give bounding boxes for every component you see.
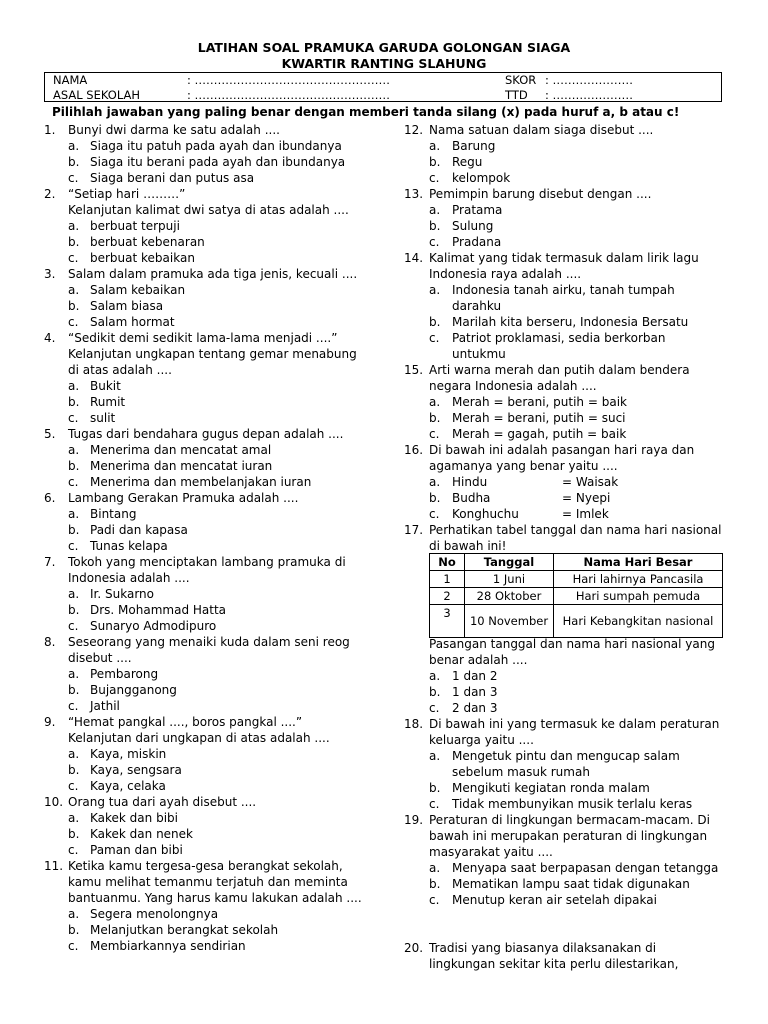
option-text: Marilah kita berseru, Indonesia Bersatu [452, 315, 689, 329]
option-letter: b. [68, 395, 80, 409]
option-text: Hindu [452, 475, 488, 489]
option-letter: a. [429, 395, 441, 409]
option-letter: c. [429, 235, 440, 249]
table-cell: 28 Oktober [465, 588, 554, 605]
option-letter: a. [429, 475, 441, 489]
option-text: sebelum masuk rumah [452, 765, 590, 779]
option-letter: a. [429, 749, 441, 763]
question-text: keluarga yaitu .... [429, 733, 534, 747]
question-number: 4. [44, 331, 56, 345]
option-letter: c. [429, 171, 440, 185]
option-letter: c. [68, 411, 79, 425]
option-letter: b. [429, 155, 441, 169]
table-row [430, 571, 723, 588]
question-number: 6. [44, 491, 56, 505]
question-number: 16. [404, 443, 424, 457]
option-letter: b. [429, 491, 441, 505]
option-letter: a. [429, 283, 441, 297]
option-text: Kakek dan bibi [90, 811, 178, 825]
option-text: Menutup keran air setelah dipakai [452, 893, 657, 907]
option-text: Padi dan kapasa [90, 523, 188, 537]
question-text: Arti warna merah dan putih dalam bendera [429, 363, 690, 377]
option-text: Kaya, miskin [90, 747, 167, 761]
option-letter: b. [429, 411, 441, 425]
table-cell: Hari Kebangkitan nasional [554, 605, 723, 638]
table-row [430, 605, 723, 638]
option-text: Bukit [90, 379, 121, 393]
option-text: Kaya, celaka [90, 779, 166, 793]
question-text: Pemimpin barung disebut dengan .... [429, 187, 652, 201]
option-letter: b. [68, 155, 80, 169]
option-letter: c. [429, 701, 440, 715]
option-letter: c. [429, 507, 440, 521]
option-text: Barung [452, 139, 496, 153]
question-text: Bunyi dwi darma ke satu adalah .... [68, 123, 280, 137]
question-number: 5. [44, 427, 56, 441]
option-letter: b. [429, 219, 441, 233]
option-letter: a. [68, 219, 80, 233]
option-text: Bujangganong [90, 683, 177, 697]
question-number: 7. [44, 555, 56, 569]
option-letter: a. [68, 587, 80, 601]
question-text: Kelanjutan kalimat dwi satya di atas adalah .... [68, 203, 349, 217]
question-text: agamanya yang benar yaitu .... [429, 459, 618, 473]
option-text: Kakek dan nenek [90, 827, 193, 841]
option-letter: b. [68, 523, 80, 537]
option-letter: a. [68, 507, 80, 521]
option-text: Konghuchu [452, 507, 519, 521]
question-text: Lambang Gerakan Pramuka adalah .... [68, 491, 299, 505]
question-text: Di bawah ini yang termasuk ke dalam peraturan [429, 717, 720, 731]
question-text: Seseorang yang menaiki kuda dalam seni reog [68, 635, 350, 649]
option-text: Sulung [452, 219, 494, 233]
question-number: 1. [44, 123, 56, 137]
question-number: 19. [404, 813, 424, 827]
option-letter: b. [68, 683, 80, 697]
question-number: 2. [44, 187, 56, 201]
table-row [430, 588, 723, 605]
skor-field[interactable]: : ………………… [545, 73, 634, 87]
option-letter: c. [68, 251, 79, 265]
option-text: sulit [90, 411, 116, 425]
option-text: Membiarkannya sendirian [90, 939, 246, 953]
option-text: 2 dan 3 [452, 701, 498, 715]
option-letter: c. [429, 893, 440, 907]
option-letter: c. [68, 315, 79, 329]
question-text: Di bawah ini adalah pasangan hari raya dan [429, 443, 695, 457]
option-letter: c. [429, 797, 440, 811]
question-text: disebut .... [68, 651, 132, 665]
question-text: Salam dalam pramuka ada tiga jenis, kecuali .... [68, 267, 358, 281]
option-text: Menerima dan membelanjakan iuran [90, 475, 312, 489]
table-cell: 3 [430, 605, 465, 638]
page-title: LATIHAN SOAL PRAMUKA GARUDA GOLONGAN SIAGA [197, 40, 571, 55]
asal-sekolah-label: ASAL SEKOLAH [53, 88, 141, 102]
option-letter: b. [429, 877, 441, 891]
table-header-no: No [430, 554, 465, 571]
option-text: kelompok [452, 171, 511, 185]
question-number: 14. [404, 251, 424, 265]
option-text: Budha [452, 491, 491, 505]
ttd-field[interactable]: : ………………… [545, 88, 634, 102]
option-letter: a. [429, 203, 441, 217]
question-text: Tradisi yang biasanya dilaksanakan di [429, 941, 657, 955]
question-number: 17. [404, 523, 424, 537]
question-text: Kelanjutan dari ungkapan di atas adalah .... [68, 731, 330, 745]
option-text: Pratama [452, 203, 503, 217]
option-letter: c. [68, 843, 79, 857]
question-number: 9. [44, 715, 56, 729]
question-text: Kalimat yang tidak termasuk dalam lirik lagu [429, 251, 699, 265]
option-text: berbuat terpuji [90, 219, 180, 233]
option-text: Menyapa saat berpapasan dengan tetangga [452, 861, 719, 875]
option-letter: a. [68, 907, 80, 921]
option-letter: c. [68, 171, 79, 185]
option-text: Mengikuti kegiatan ronda malam [452, 781, 650, 795]
table-header-tanggal: Tanggal [465, 554, 554, 571]
option-text: Patriot proklamasi, sedia berkorban [452, 331, 666, 345]
question-text: masyarakat yaitu .... [429, 845, 553, 859]
option-letter: a. [68, 379, 80, 393]
question-number: 18. [404, 717, 424, 731]
asal-sekolah-field[interactable]: : …………………………………………… [187, 88, 391, 102]
nama-label: NAMA [53, 73, 88, 87]
table-cell: 2 [430, 588, 465, 605]
question-text: Perhatikan tabel tanggal dan nama hari nasional [429, 523, 722, 537]
question-text: kamu melihat temanmu terjatuh dan meminta [68, 875, 348, 889]
option-letter: b. [68, 299, 80, 313]
option-letter: c. [68, 699, 79, 713]
option-text: Salam biasa [90, 299, 164, 313]
page-subtitle: KWARTIR RANTING SLAHUNG [281, 56, 487, 71]
nama-field[interactable]: : …………………………………………… [187, 73, 391, 87]
option-text: untukmu [452, 347, 506, 361]
table-cell: Hari lahirnya Pancasila [554, 571, 723, 588]
question-text: Tugas dari bendahara gugus depan adalah .... [68, 427, 344, 441]
option-letter: b. [68, 827, 80, 841]
option-text: Paman dan bibi [90, 843, 183, 857]
option-text: Pradana [452, 235, 502, 249]
option-letter: c. [68, 939, 79, 953]
question-number: 13. [404, 187, 424, 201]
question-text: Orang tua dari ayah disebut .... [68, 795, 257, 809]
ttd-label: TTD [505, 88, 528, 102]
option-letter: a. [68, 283, 80, 297]
option-text: Tidak membunyikan musik terlalu keras [452, 797, 693, 811]
option-letter: a. [429, 669, 441, 683]
option-text: Merah = gagah, putih = baik [452, 427, 627, 441]
option-text: Salam kebaikan [90, 283, 186, 297]
option-pair-text: = Imlek [562, 507, 609, 521]
option-text: Siaga itu berani pada ayah dan ibundanya [90, 155, 346, 169]
option-text: Menerima dan mencatat iuran [90, 459, 273, 473]
national-days-table [429, 553, 723, 638]
option-text: berbuat kebaikan [90, 251, 195, 265]
question-number: 11. [44, 859, 64, 873]
option-pair-text: = Nyepi [562, 491, 611, 505]
option-text: berbuat kebenaran [90, 235, 205, 249]
option-text: darahku [452, 299, 502, 313]
option-letter: b. [68, 235, 80, 249]
question-number: 15. [404, 363, 424, 377]
option-pair-text: = Waisak [562, 475, 619, 489]
option-letter: b. [68, 763, 80, 777]
option-letter: c. [68, 619, 79, 633]
question-text: bantuanmu. Yang harus kamu lakukan adalah .... [68, 891, 362, 905]
option-letter: c. [68, 475, 79, 489]
question-text: lingkungan sekitar kita perlu dilestarikan, [429, 957, 679, 971]
question-text: negara Indonesia adalah .... [429, 379, 597, 393]
question-text: Peraturan di lingkungan bermacam-macam. Di [429, 813, 710, 827]
question-text: Indonesia adalah .... [68, 571, 190, 585]
question-text: Indonesia raya adalah .... [429, 267, 582, 281]
option-text: Kaya, sengsara [90, 763, 182, 777]
question-text: di bawah ini! [429, 539, 507, 553]
question-number: 20. [404, 941, 424, 955]
option-text: Drs. Mohammad Hatta [90, 603, 227, 617]
student-info-box [44, 72, 722, 102]
option-text: Salam hormat [90, 315, 175, 329]
option-text: 1 dan 3 [452, 685, 498, 699]
option-text: Bintang [90, 507, 137, 521]
question-text: “Setiap hari ………” [68, 187, 186, 201]
option-letter: c. [68, 539, 79, 553]
option-text: 1 dan 2 [452, 669, 498, 683]
option-text: Melanjutkan berangkat sekolah [90, 923, 279, 937]
table-cell: 1 [430, 571, 465, 588]
option-text: Ir. Sukarno [90, 587, 154, 601]
option-text: Indonesia tanah airku, tanah tumpah [452, 283, 675, 297]
question-text: bawah ini merupakan peraturan di lingkungan [429, 829, 708, 843]
option-text: Mematikan lampu saat tidak digunakan [452, 877, 690, 891]
option-text: Rumit [90, 395, 126, 409]
instruction-text: Pilihlah jawaban yang paling benar dengan memberi tanda silang (x) pada huruf a, b atau c! [52, 105, 680, 119]
option-letter: b. [429, 781, 441, 795]
option-letter: b. [68, 459, 80, 473]
option-text: Merah = berani, putih = baik [452, 395, 627, 409]
option-letter: a. [429, 139, 441, 153]
skor-label: SKOR [505, 73, 537, 87]
question-number: 12. [404, 123, 424, 137]
question-number: 10. [44, 795, 64, 809]
option-text: Pembarong [90, 667, 159, 681]
question-text: Tokoh yang menciptakan lambang pramuka di [68, 555, 346, 569]
option-letter: a. [68, 811, 80, 825]
option-letter: c. [429, 331, 440, 345]
option-text: Siaga berani dan putus asa [90, 171, 255, 185]
option-letter: b. [429, 315, 441, 329]
option-text: Sunaryo Admodipuro [90, 619, 217, 633]
option-letter: a. [68, 139, 80, 153]
question-text: Ketika kamu tergesa-gesa berangkat sekolah, [68, 859, 343, 873]
option-letter: b. [68, 603, 80, 617]
question-text: Pasangan tanggal dan nama hari nasional yang [429, 637, 715, 651]
option-letter: a. [68, 667, 80, 681]
question-text: “Sedikit demi sedikit lama-lama menjadi ....” [68, 331, 338, 345]
question-text: “Hemat pangkal ...., boros pangkal ....” [68, 715, 303, 729]
table-cell: 10 November [465, 605, 554, 638]
option-letter: b. [429, 685, 441, 699]
option-letter: a. [68, 443, 80, 457]
option-text: Regu [452, 155, 483, 169]
table-header-nama-hari: Nama Hari Besar [554, 554, 723, 571]
table-cell: 1 Juni [465, 571, 554, 588]
option-text: Menerima dan mencatat amal [90, 443, 272, 457]
option-letter: b. [68, 923, 80, 937]
option-letter: a. [68, 747, 80, 761]
option-text: Segera menolongnya [90, 907, 219, 921]
question-number: 8. [44, 635, 56, 649]
option-letter: c. [429, 427, 440, 441]
option-letter: a. [429, 861, 441, 875]
question-text: Nama satuan dalam siaga disebut .... [429, 123, 654, 137]
option-text: Mengetuk pintu dan mengucap salam [452, 749, 680, 763]
option-letter: c. [68, 779, 79, 793]
question-text: di atas adalah .... [68, 363, 172, 377]
question-text: Kelanjutan ungkapan tentang gemar menabung [68, 347, 357, 361]
option-text: Merah = berani, putih = suci [452, 411, 626, 425]
option-text: Siaga itu patuh pada ayah dan ibundanya [90, 139, 342, 153]
option-text: Tunas kelapa [90, 539, 168, 553]
option-text: Jathil [90, 699, 120, 713]
question-text: benar adalah .... [429, 653, 528, 667]
table-cell: Hari sumpah pemuda [554, 588, 723, 605]
question-number: 3. [44, 267, 56, 281]
